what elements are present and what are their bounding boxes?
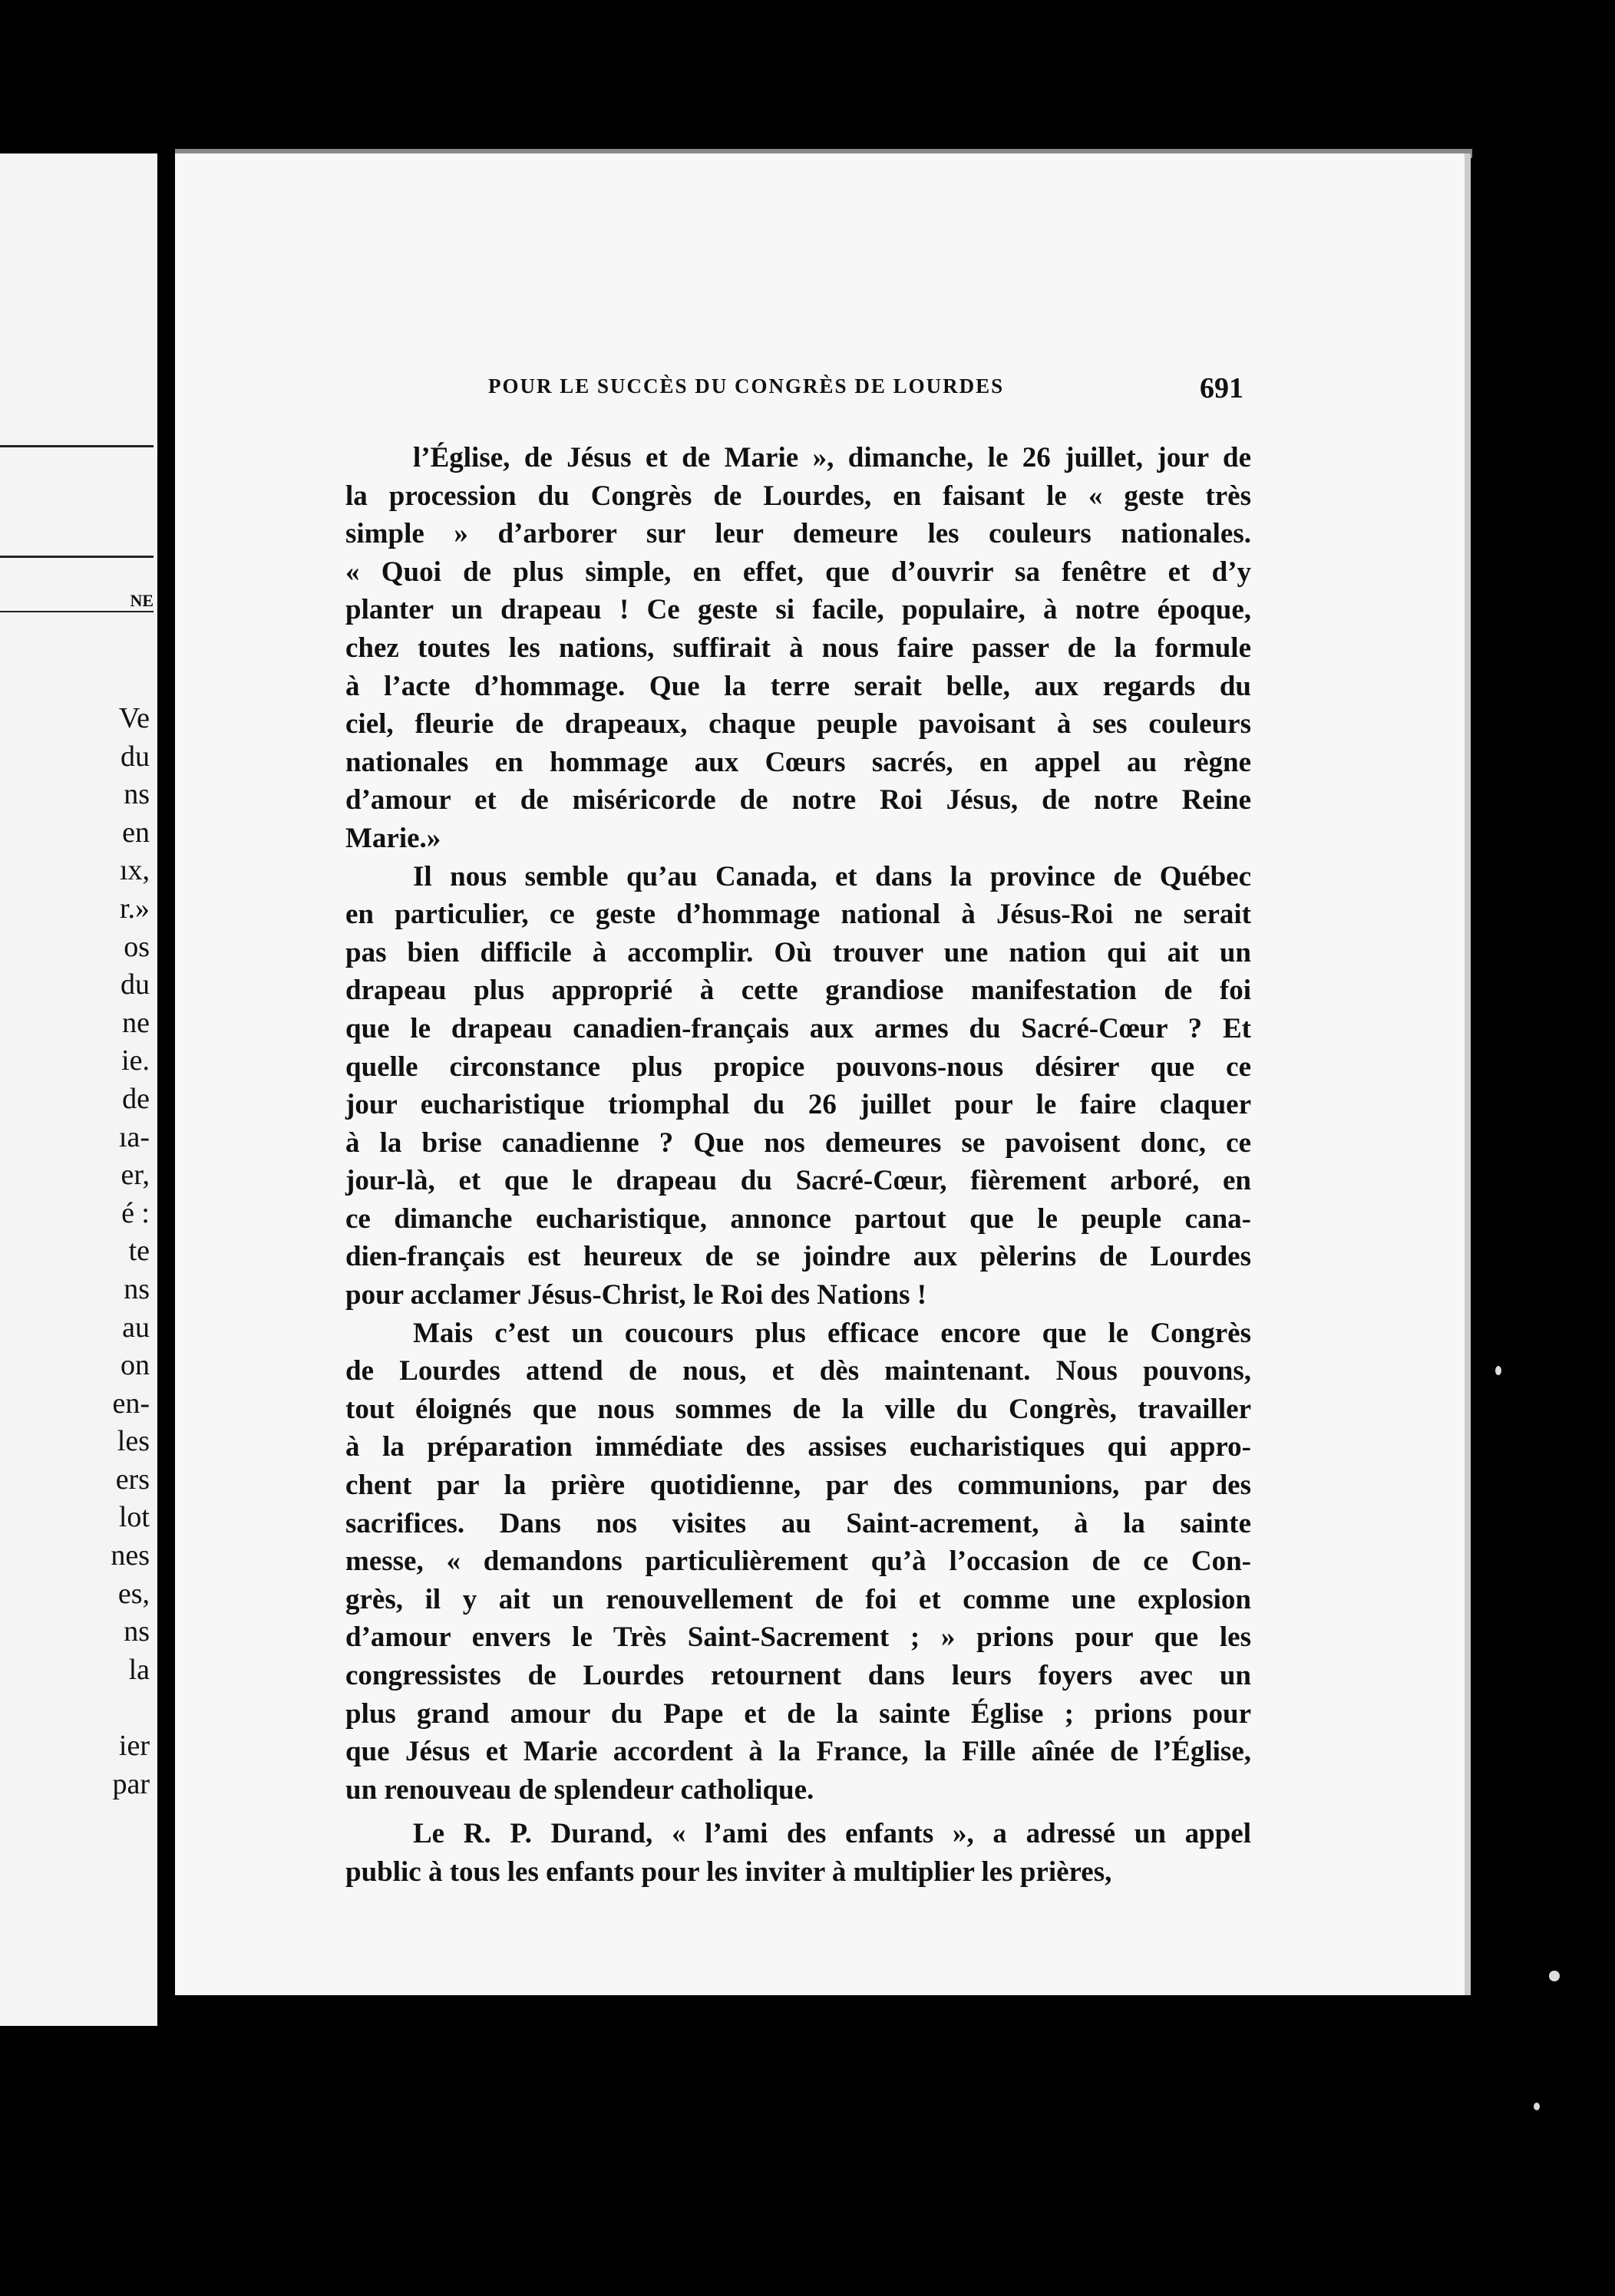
text-line: que le drapeau canadien-français aux armes du Sacré-Cœur ? Et — [345, 1012, 1251, 1044]
text-line: pas bien difficile à accomplir. Où trouver une nation qui ait un — [345, 936, 1251, 968]
left-column-line: par — [112, 1767, 150, 1800]
text-line: jour-là, et que le drapeau du Sacré-Cœur, fièrement arboré, en — [345, 1165, 1251, 1197]
left-column-line: es, — [117, 1577, 150, 1610]
body-text — [345, 439, 1251, 1892]
text-line: la procession du Congrès de Lourdes, en faisant le « geste très — [345, 480, 1251, 512]
left-column-line: au — [122, 1311, 150, 1344]
paragraph-3 — [345, 1315, 1251, 1809]
paragraph-1 — [345, 439, 1251, 858]
text-line: d’amour et de miséricorde de notre Roi Jésus, de notre Reine — [345, 784, 1251, 816]
left-column-line: en- — [112, 1387, 150, 1420]
text-line: congressistes de Lourdes retournent dans leurs foyers avec un — [345, 1660, 1251, 1691]
left-column-line: te — [128, 1235, 150, 1268]
left-column-line: de — [122, 1082, 150, 1115]
left-heading: NE — [0, 591, 154, 612]
text-line: chez toutes les nations, suffirait à nous faire passer de la formule — [345, 632, 1251, 664]
text-line: jour eucharistique triomphal du 26 juillet pour le faire claquer — [345, 1089, 1251, 1121]
text-line: pour acclamer Jésus-Christ, le Roi des Nations ! — [345, 1279, 927, 1311]
scan-speck — [1549, 1971, 1560, 1981]
text-line: à la préparation immédiate des assises eucharistiques qui appro- — [345, 1431, 1251, 1463]
text-line: à l’acte d’hommage. Que la terre serait belle, aux regards du — [345, 670, 1251, 702]
left-column-line: on — [121, 1349, 150, 1382]
text-line: que Jésus et Marie accordent à la France, la Fille aînée de l’Église, — [345, 1736, 1251, 1768]
scan-speck — [1534, 2103, 1540, 2110]
text-line: tout éloignés que nous sommes de la ville du Congrès, travailler — [345, 1393, 1251, 1425]
text-line: Mais c’est un coucours plus efficace encore que le Congrès — [413, 1317, 1251, 1349]
left-column-line: lot — [118, 1501, 150, 1534]
left-column-line: ns — [124, 1615, 150, 1648]
text-line: ciel, fleurie de drapeaux, chaque peuple pavoisant à ses couleurs — [345, 708, 1251, 741]
left-column-line: r.» — [119, 892, 150, 925]
text-line: plus grand amour du Pape et de la sainte Église ; prions pour — [345, 1697, 1251, 1730]
paragraph-2 — [345, 858, 1251, 1315]
text-line: ce dimanche eucharistique, annonce partout que le peuple cana- — [345, 1202, 1251, 1235]
text-line: public à tous les enfants pour les inviter à multiplier les prières, — [345, 1856, 1112, 1888]
left-page-fragment — [0, 153, 157, 2026]
text-line: en particulier, ce geste d’hommage national à Jésus-Roi ne serait — [345, 899, 1251, 931]
left-column-line: les — [117, 1425, 150, 1458]
text-line: simple » d’arborer sur leur demeure les couleurs nationales. — [345, 518, 1251, 550]
text-line: « Quoi de plus simple, en effet, que d’ouvrir sa fenêtre et d’y — [345, 556, 1251, 588]
left-column-line: ıx, — [119, 854, 150, 887]
left-column-line: Ve — [118, 702, 150, 734]
paragraph-4 — [345, 1815, 1251, 1891]
scan-speck — [1495, 1366, 1501, 1375]
text-line: messe, « demandons particulièrement qu’à l’occasion de ce Con- — [345, 1546, 1251, 1578]
left-column-line: ier — [118, 1730, 150, 1763]
text-line: d’amour envers le Très Saint-Sacrement ; » prions pour que les — [345, 1621, 1251, 1654]
left-rule-middle — [0, 556, 154, 558]
text-line: sacrifices. Dans nos visites au Saint-acrement, à la sainte — [345, 1507, 1251, 1539]
left-column-line: er, — [121, 1159, 150, 1192]
running-head: POUR LE SUCCÈS DU CONGRÈS DE LOURDES — [488, 374, 1005, 398]
text-line: quelle circonstance plus propice pouvons-nous désirer que ce — [345, 1051, 1251, 1083]
left-column-line: ns — [124, 1272, 150, 1305]
text-line: planter un drapeau ! Ce geste si facile, populaire, à notre époque, — [345, 594, 1251, 626]
left-column-line: é : — [121, 1196, 150, 1229]
text-line: un renouveau de splendeur catholique. — [345, 1773, 814, 1806]
left-column-line: ers — [115, 1463, 150, 1496]
left-rule-top — [0, 445, 154, 447]
left-column-line: os — [124, 930, 150, 963]
left-column-line: ns — [124, 778, 150, 811]
left-column-line: du — [121, 740, 150, 773]
left-column-line: ıa- — [118, 1120, 150, 1153]
text-line: dien-français est heureux de se joindre aux pèlerins de Lourdes — [345, 1241, 1251, 1273]
page-number: 691 — [1200, 372, 1243, 404]
text-line: Il nous semble qu’au Canada, et dans la province de Québec — [413, 860, 1251, 892]
text-line: grès, il y ait un renouvellement de foi et comme une explosion — [345, 1583, 1251, 1615]
left-column-line: du — [121, 968, 150, 1001]
text-line: l’Église, de Jésus et de Marie », dimanche, le 26 juillet, jour de — [413, 442, 1251, 473]
left-column-line: ne — [122, 1006, 150, 1039]
left-column-text — [58, 700, 150, 1803]
text-line: Marie.» — [345, 822, 441, 854]
left-column-line: ie. — [121, 1044, 150, 1077]
text-line: Le R. P. Durand, « l’ami des enfants », a adressé un appel — [413, 1818, 1251, 1850]
left-column-line: nes — [111, 1539, 150, 1572]
left-column-line: la — [128, 1653, 150, 1686]
text-line: chent par la prière quotidienne, par des communions, par des — [345, 1470, 1251, 1502]
page-right-edge — [1465, 153, 1471, 1995]
left-column-line — [58, 1689, 150, 1727]
left-column-line: en — [122, 816, 150, 849]
text-line: à la brise canadienne ? Que nos demeures se pavoisent donc, ce — [345, 1127, 1251, 1159]
text-line: nationales en hommage aux Cœurs sacrés, en appel au règne — [345, 746, 1251, 778]
text-line: de Lourdes attend de nous, et dès maintenant. Nous pouvons, — [345, 1355, 1251, 1387]
text-line: drapeau plus approprié à cette grandiose manifestation de foi — [345, 975, 1251, 1007]
